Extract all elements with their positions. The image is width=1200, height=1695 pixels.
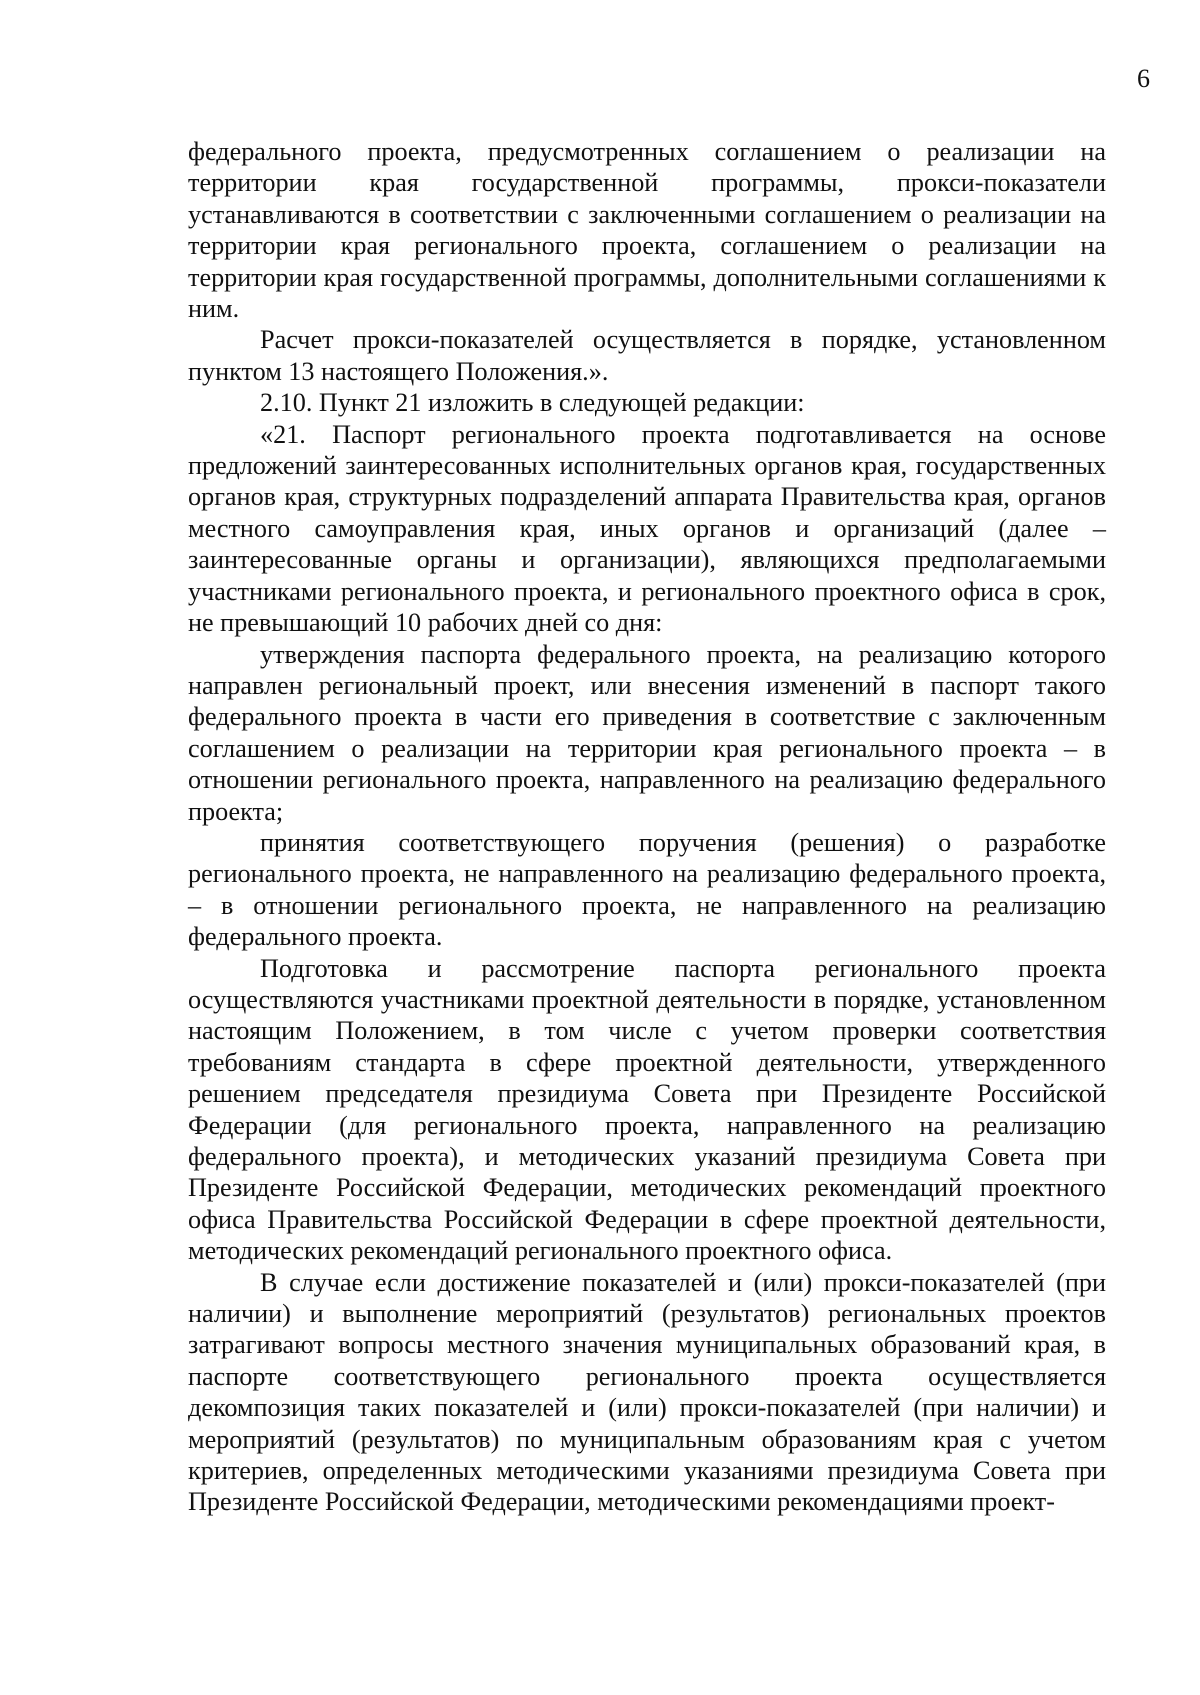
paragraph-6: принятия соответствующего поручения (решения) о разработке регионального проекта, не направленного на реализацию федерального проекта, – в отношении регионального проекта, не направленного на реализацию федерального проекта.	[188, 827, 1106, 952]
paragraph-3: 2.10. Пункт 21 изложить в следующей редакции:	[260, 388, 805, 418]
page-number: 6	[1137, 64, 1150, 93]
document-body	[188, 136, 1106, 1518]
paragraph-1: федерального проекта, предусмотренных соглашением о реализации на территории края государственной программы, прокси-показатели устанавливаются в соответствии с заключенными соглашением о реализации на территории края регионального проекта, соглашением о реализации на территории края государственной программы, дополнительными соглашениями к ним.	[188, 137, 1106, 324]
paragraph-5: утверждения паспорта федерального проекта, на реализацию которого направлен региональный проект, или внесения изменений в паспорт такого федерального проекта в части его приведения в соответствие с заключенным соглашением о реализации на территории края регионального проекта – в отношении регионального проекта, направленного на реализацию федерального проекта;	[188, 639, 1106, 826]
paragraph-2: Расчет прокси-показателей осуществляется в порядке, установленном пунктом 13 настоящего Положения.».	[188, 325, 1106, 386]
paragraph-8: В случае если достижение показателей и (или) прокси-показателей (при наличии) и выполнение мероприятий (результатов) региональных проектов затрагивают вопросы местного значения муниципальных образований края, в паспорте соответствующего регионального проекта осуществляется декомпозиция таких показателей и (или) прокси-показателей (при наличии) и мероприятий (результатов) по муниципальным образованиям края с учетом критериев, определенных методическими указаниями президиума Совета при Президенте Российской Федерации, методическими рекомендациями проект-	[188, 1267, 1106, 1517]
paragraph-4: «21. Паспорт регионального проекта подготавливается на основе предложений заинтересованных исполнительных органов края, государственных органов края, структурных подразделений аппарата Правительства края, органов местного самоуправления края, иных органов и организаций (далее – заинтересованные органы и организации), являющихся предполагаемыми участниками регионального проекта, и регионального проектного офиса в срок, не превышающий 10 рабочих дней со дня:	[188, 419, 1106, 638]
paragraph-7: Подготовка и рассмотрение паспорта регионального проекта осуществляются участниками проектной деятельности в порядке, установленном настоящим Положением, в том числе с учетом проверки соответствия требованиям стандарта в сфере проектной деятельности, утвержденного решением председателя президиума Совета при Президенте Российской Федерации (для регионального проекта, направленного на реализацию федерального проекта), и методических указаний президиума Совета при Президенте Российской Федерации, методических рекомендаций проектного офиса Правительства Российской Федерации в сфере проектной деятельности, методических рекомендаций регионального проектного офиса.	[188, 953, 1106, 1266]
